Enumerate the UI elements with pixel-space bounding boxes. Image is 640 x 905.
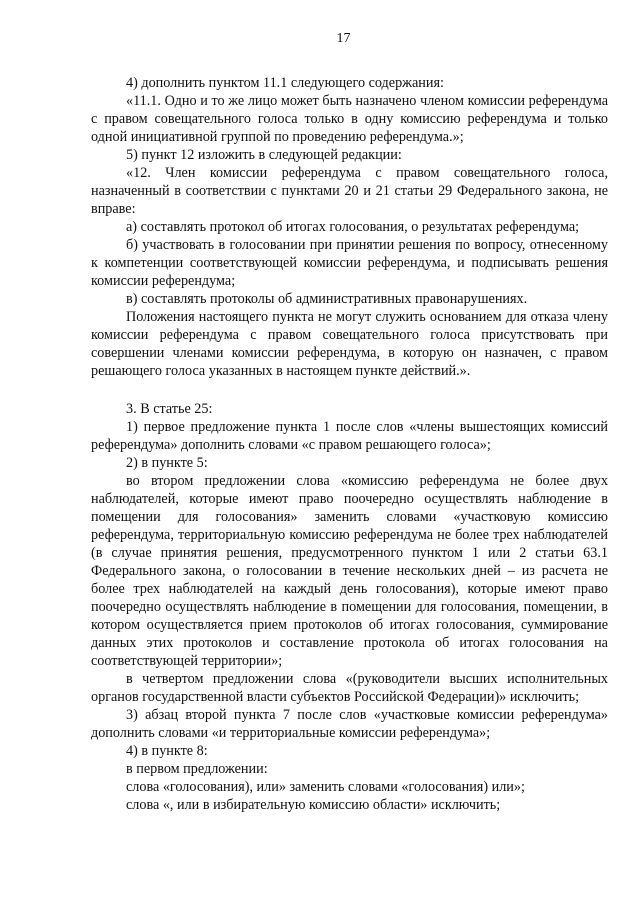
page-number: 17 <box>336 31 351 46</box>
section-spacer <box>91 380 608 400</box>
paragraph-article-25-item-3: 3) абзац второй пункта 7 после слов «участковые комиссии референдума» дополнить словами «и территориальные комиссии референдума»; <box>91 707 608 741</box>
paragraph-second-sentence: во втором предложении слова «комиссию референдума не более двух наблюдателей, которые имеют право поочередно осуществлять наблюдение в помещении для голосования» заменить словами «участковую комиссию референдума, территориальную комиссию референдума не более трех наблюдателей (в случае принятия решения, предусмотренного пунктом 1 или 2 статьи 63.1 Федерального закона, о голосовании в течение нескольких дней – из расчета не более трех наблюдателей на каждый день голосования), которые имеют право поочередно осуществлять наблюдение в помещении для голосования, помещении, в котором осуществляется прием протоколов об итогах голосования, суммирование данных этих протоколов и составление протокола об итогах голосования на соответствующей территории»; <box>91 473 608 669</box>
paragraph-article-25-item-2: 2) в пункте 5: <box>126 455 208 471</box>
paragraph-exclude-words: слова «, или в избирательную комиссию области» исключить; <box>126 797 501 813</box>
paragraph-article-25-item-4: 4) в пункте 8: <box>126 743 208 759</box>
paragraph-article-25-item-1: 1) первое предложение пункта 1 после слов «члены вышестоящих комиссий референдума» дополнить словами «с правом решающего голоса»; <box>91 419 608 453</box>
paragraph-article-25: 3. В статье 25: <box>126 401 213 417</box>
paragraph-amend-item-4: 4) дополнить пунктом 11.1 следующего содержания: <box>126 75 444 91</box>
document-page <box>91 30 608 814</box>
paragraph-clause-12: «12. Член комиссии референдума с правом совещательного голоса, назначенный в соответствии с пунктами 20 и 21 статьи 29 Федерального закона, не вправе: <box>91 165 608 217</box>
paragraph-clause-11-1: «11.1. Одно и то же лицо может быть назначено членом комиссии референдума с правом совещательного голоса только в одну комиссию референдума и только одной инициативной группой по проведению референдума.»; <box>91 93 608 145</box>
paragraph-provisions: Положения настоящего пункта не могут служить основанием для отказа члену комиссии референдума с правом совещательного голоса присутствовать при совершении членами комиссии референдума, в которую он назначен, с правом решающего голоса указанных в настоящем пункте действий.». <box>91 309 608 379</box>
paragraph-replace-words: слова «голосования), или» заменить словами «голосования) или»; <box>126 779 525 795</box>
paragraph-fourth-sentence: в четвертом предложении слова «(руководители высших исполнительных органов государственной власти субъектов Российской Федерации)» исключить; <box>91 671 608 705</box>
paragraph-first-sentence: в первом предложении: <box>126 761 268 777</box>
paragraph-subitem-b: б) участвовать в голосовании при принятии решения по вопросу, отнесенному к компетенции соответствующей комиссии референдума, и подписывать решения комиссии референдума; <box>91 237 608 289</box>
paragraph-subitem-a: а) составлять протокол об итогах голосования, о результатах референдума; <box>126 219 580 235</box>
paragraph-amend-item-5: 5) пункт 12 изложить в следующей редакции: <box>126 147 402 163</box>
paragraph-subitem-v: в) составлять протоколы об административных правонарушениях. <box>126 291 528 307</box>
